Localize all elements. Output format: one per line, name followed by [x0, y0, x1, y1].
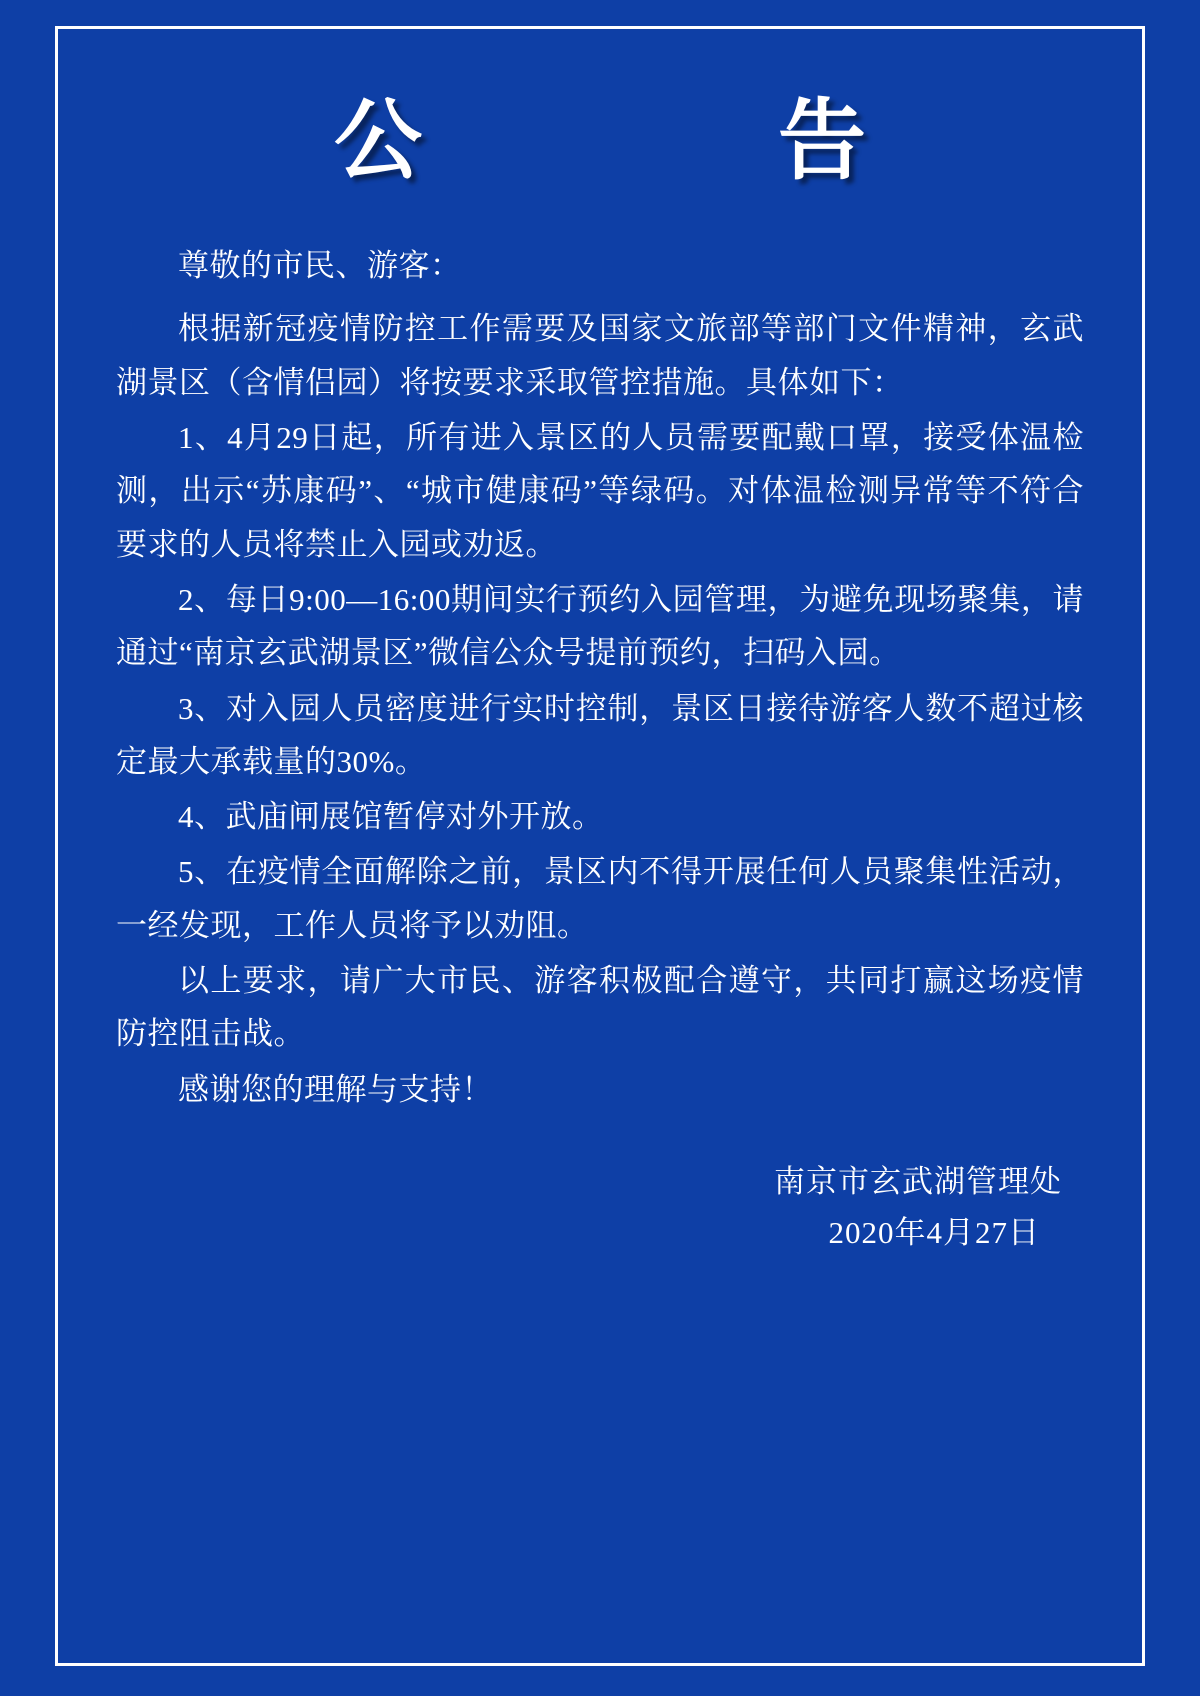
intro-paragraph: 根据新冠疫情防控工作需要及国家文旅部等部门文件精神，玄武湖景区（含情侣园）将按要求采取管控措施。具体如下：: [116, 311, 1084, 400]
rule-item-2: 2、每日9:00—16:00期间实行预约入园管理，为避免现场聚集，请通过“南京玄武湖景区”微信公众号提前预约，扫码入园。: [116, 581, 1084, 671]
rule-item-3: 3、对入园人员密度进行实时控制，景区日接待游客人数不超过核定最大承载量的30%。: [116, 690, 1084, 779]
signature-block: [116, 1156, 1084, 1258]
rule-item-1: 1、4月29日起，所有进入景区的人员需要配戴口罩，接受体温检测，出示“苏康码”、“城市健康码”等绿码。对体温检测异常等不符合要求的人员将禁止入园或劝返。: [116, 419, 1084, 562]
notice-body: [116, 239, 1084, 1116]
page-title: 公 告: [333, 94, 926, 191]
thanks-line: 感谢您的理解与支持！: [178, 1071, 493, 1107]
greeting-line: 尊敬的市民、游客：: [178, 248, 462, 283]
closing-paragraph: 以上要求，请广大市民、游客积极配合遵守，共同打赢这场疫情防控阻击战。: [116, 963, 1084, 1052]
issuer-name: 南京市玄武湖管理处: [774, 1164, 1062, 1199]
issue-date: 2020年4月27日: [828, 1215, 1040, 1251]
poster-border-frame: [55, 26, 1145, 1666]
rule-item-5: 5、在疫情全面解除之前，景区内不得开展任何人员聚集性活动，一经发现，工作人员将予以劝阻。: [116, 854, 1084, 943]
rule-item-4: 4、武庙闸展馆暂停对外开放。: [178, 799, 604, 835]
